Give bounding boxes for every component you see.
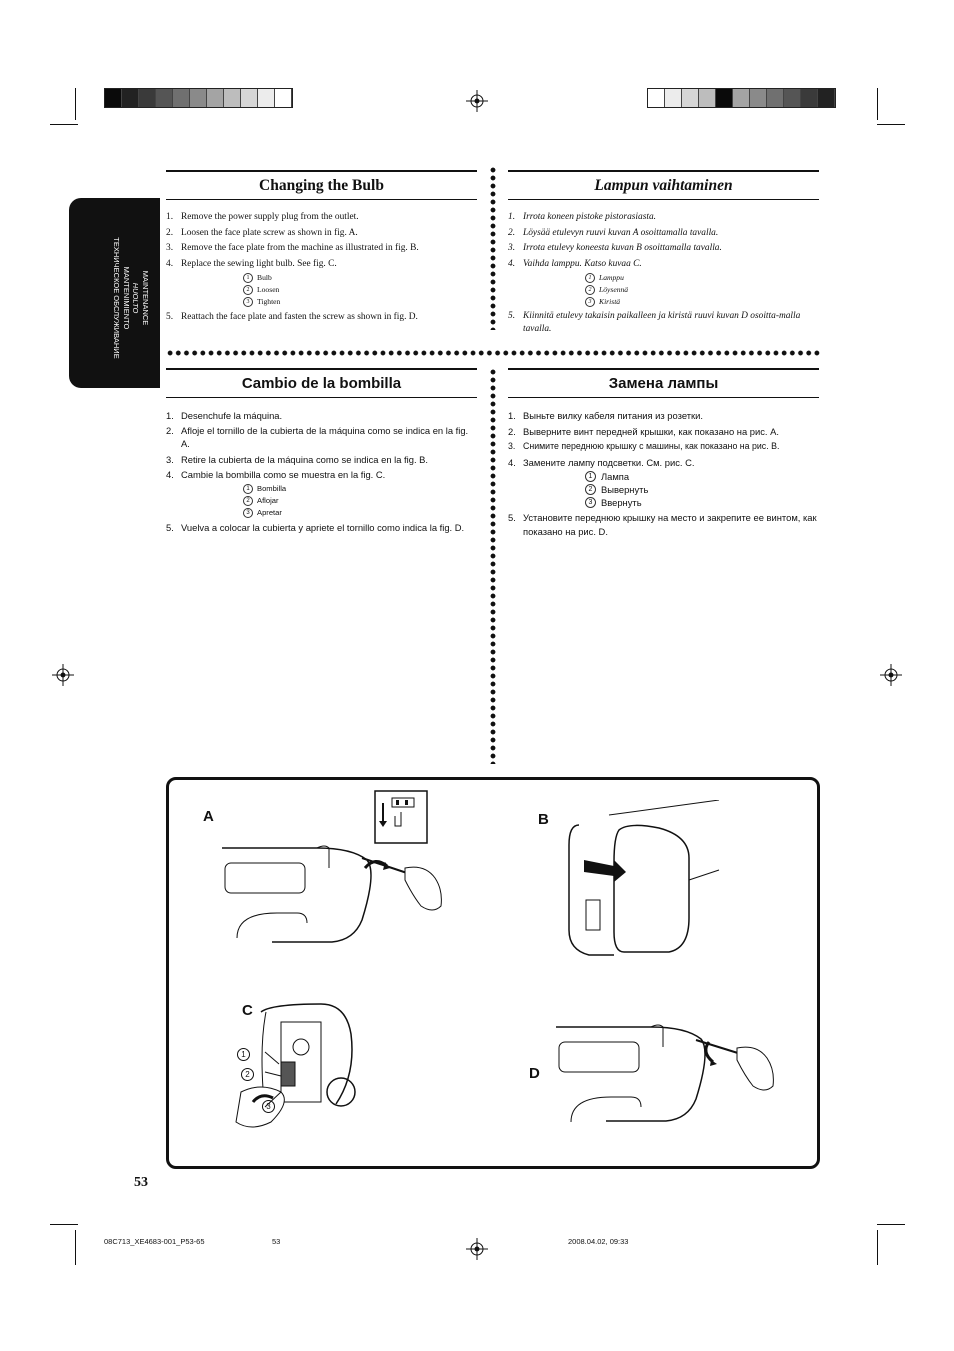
- illustration-panel: [166, 777, 820, 1169]
- color-swatch: [105, 89, 122, 107]
- callout-3: 3: [262, 1100, 275, 1113]
- color-swatch: [156, 89, 173, 107]
- color-swatch: [258, 89, 275, 107]
- part-item: 2 Вывернуть: [585, 483, 820, 496]
- part-item: 3 Apretar: [243, 507, 478, 519]
- step: 2. Loosen the face plate screw as shown in fig. A.: [166, 227, 358, 238]
- step: 4. Cambie la bombilla como se muestra en la fig. C. 1 Bombilla 2 Aflojar 3 Apretar: [166, 467, 478, 519]
- color-swatch: [241, 89, 258, 107]
- step: 4. Vaihda lamppu. Katso kuvaa C. 1 Lamppu 2 Löysennä 3 Kiristä: [508, 257, 820, 309]
- part-item: 1 Lamppu: [585, 272, 820, 284]
- callout-1: 1: [237, 1048, 250, 1061]
- figure-label-b: B: [538, 811, 549, 828]
- color-swatch: [139, 89, 156, 107]
- spanish-steps: [166, 408, 478, 534]
- part-item: 2 Löysennä: [585, 284, 820, 296]
- part-item: 2 Aflojar: [243, 495, 478, 507]
- color-swatch: [665, 89, 682, 107]
- horizontal-dotted-divider: [166, 350, 822, 356]
- color-swatch: [767, 89, 784, 107]
- step: 3. Remove the face plate from the machine as illustrated in fig. B.: [166, 243, 419, 253]
- step: 2. Afloje el tornillo de la cubierta de la máquina como se indica en la fig. A.: [166, 424, 469, 449]
- registration-mark-icon: [466, 90, 488, 112]
- crop-mark: [877, 1230, 878, 1265]
- color-swatch: [275, 89, 292, 107]
- registration-mark-icon: [52, 664, 74, 686]
- color-bar-left: [104, 88, 293, 108]
- color-swatch: [224, 89, 241, 107]
- crop-mark: [50, 1224, 78, 1225]
- color-swatch: [122, 89, 139, 107]
- color-swatch: [801, 89, 818, 107]
- color-swatch: [784, 89, 801, 107]
- step: 1. Remove the power supply plug from the outlet.: [166, 212, 359, 222]
- part-item: 3 Kiristä: [585, 296, 820, 308]
- step: 5. Kiinnitä etulevy takaisin paikalleen ja kiristä ruuvi kuvan D osoitta-malla tavalla.: [508, 311, 801, 334]
- side-tab-text: [112, 213, 152, 383]
- color-swatch: [750, 89, 767, 107]
- figure-label-c: C: [242, 1002, 253, 1019]
- part-item: 1 Bulb: [243, 272, 478, 284]
- figure-label-a: A: [203, 808, 214, 825]
- side-tab-line: HUOLTO: [131, 282, 141, 314]
- color-swatch: [699, 89, 716, 107]
- part-item: 1 Лампа: [585, 470, 820, 483]
- step: 3. Снимите переднюю крышку с машины, как показано на рис. B.: [508, 441, 780, 451]
- color-swatch: [207, 89, 224, 107]
- callout-2: 2: [241, 1068, 254, 1081]
- color-swatch: [682, 89, 699, 107]
- step: 1. Irrota koneen pistoke pistorasiasta.: [508, 212, 656, 222]
- step: 3. Irrota etulevy koneesta kuvan B osoittamalla tavalla.: [508, 243, 722, 253]
- registration-mark-icon: [880, 664, 902, 686]
- part-item: 3 Ввернуть: [585, 496, 820, 509]
- crop-mark: [75, 88, 76, 120]
- step: 3. Retire la cubierta de la máquina como se indica en la fig. B.: [166, 453, 429, 465]
- side-tab-line: MAINTENANCE: [141, 270, 150, 326]
- english-steps: [166, 210, 478, 326]
- step: 5. Установите переднюю крышку на место и закрепите ее винтом, как показано на рис. D.: [508, 512, 817, 537]
- side-tab-line: ТЕХНИЧЕСКОЕ ОБСЛУЖИВАНИЕ: [112, 237, 122, 359]
- crop-mark: [877, 88, 878, 120]
- english-section-title: Changing the Bulb: [166, 170, 477, 200]
- vertical-dotted-divider: [490, 368, 496, 764]
- russian-section-title: Замена лампы: [508, 368, 819, 398]
- color-swatch: [173, 89, 190, 107]
- side-tab-line: MANTENIMIENTO: [122, 266, 131, 330]
- step: 4. Replace the sewing light bulb. See fig. C. 1 Bulb 2 Loosen 3 Tighten: [166, 257, 478, 309]
- crop-mark: [877, 124, 905, 125]
- russian-steps: [508, 408, 820, 539]
- crop-mark: [75, 1230, 76, 1265]
- spanish-section-title: Cambio de la bombilla: [166, 368, 477, 398]
- color-swatch: [818, 89, 835, 107]
- figure-label-d: D: [529, 1065, 540, 1082]
- footer-timestamp: 2008.04.02, 09:33: [568, 1237, 629, 1246]
- step: 4. Замените лампу подсветки. См. рис. С. 1 Лампа 2 Вывернуть 3 Ввернуть: [508, 455, 820, 510]
- step: 1. Desenchufe la máquina.: [166, 410, 283, 421]
- part-item: 3 Tighten: [243, 296, 478, 308]
- color-swatch: [648, 89, 665, 107]
- part-item: 1 Bombilla: [243, 483, 478, 495]
- color-swatch: [716, 89, 733, 107]
- color-swatch: [733, 89, 750, 107]
- finnish-steps: [508, 210, 820, 335]
- footer-file-name: 08C713_XE4683-001_P53-65: [104, 1237, 205, 1246]
- step: 1. Выньте вилку кабеля питания из розетки.: [508, 410, 703, 421]
- part-item: 2 Loosen: [243, 284, 478, 296]
- color-bar-right: [647, 88, 836, 108]
- step: 2. Выверните винт передней крышки, как показано на рис. А.: [508, 425, 779, 437]
- crop-mark: [877, 1224, 905, 1225]
- step: 2. Löysää etulevyn ruuvi kuvan A osoittamalla tavalla.: [508, 227, 719, 238]
- vertical-dotted-divider: [490, 166, 496, 330]
- footer-page: 53: [272, 1237, 281, 1246]
- page-number: 53: [134, 1175, 148, 1190]
- figure-d-illustration: [551, 1012, 791, 1152]
- crop-mark: [50, 124, 78, 125]
- figure-b-illustration: [564, 800, 724, 960]
- registration-mark-icon: [466, 1238, 488, 1260]
- step: 5. Vuelva a colocar la cubierta y apriete el tornillo como indica la fig. D.: [166, 521, 465, 533]
- figure-a-illustration: [217, 788, 447, 948]
- color-swatch: [190, 89, 207, 107]
- finnish-section-title: Lampun vaihtaminen: [508, 170, 819, 200]
- step: 5. Reattach the face plate and fasten the screw as shown in fig. D.: [166, 312, 418, 322]
